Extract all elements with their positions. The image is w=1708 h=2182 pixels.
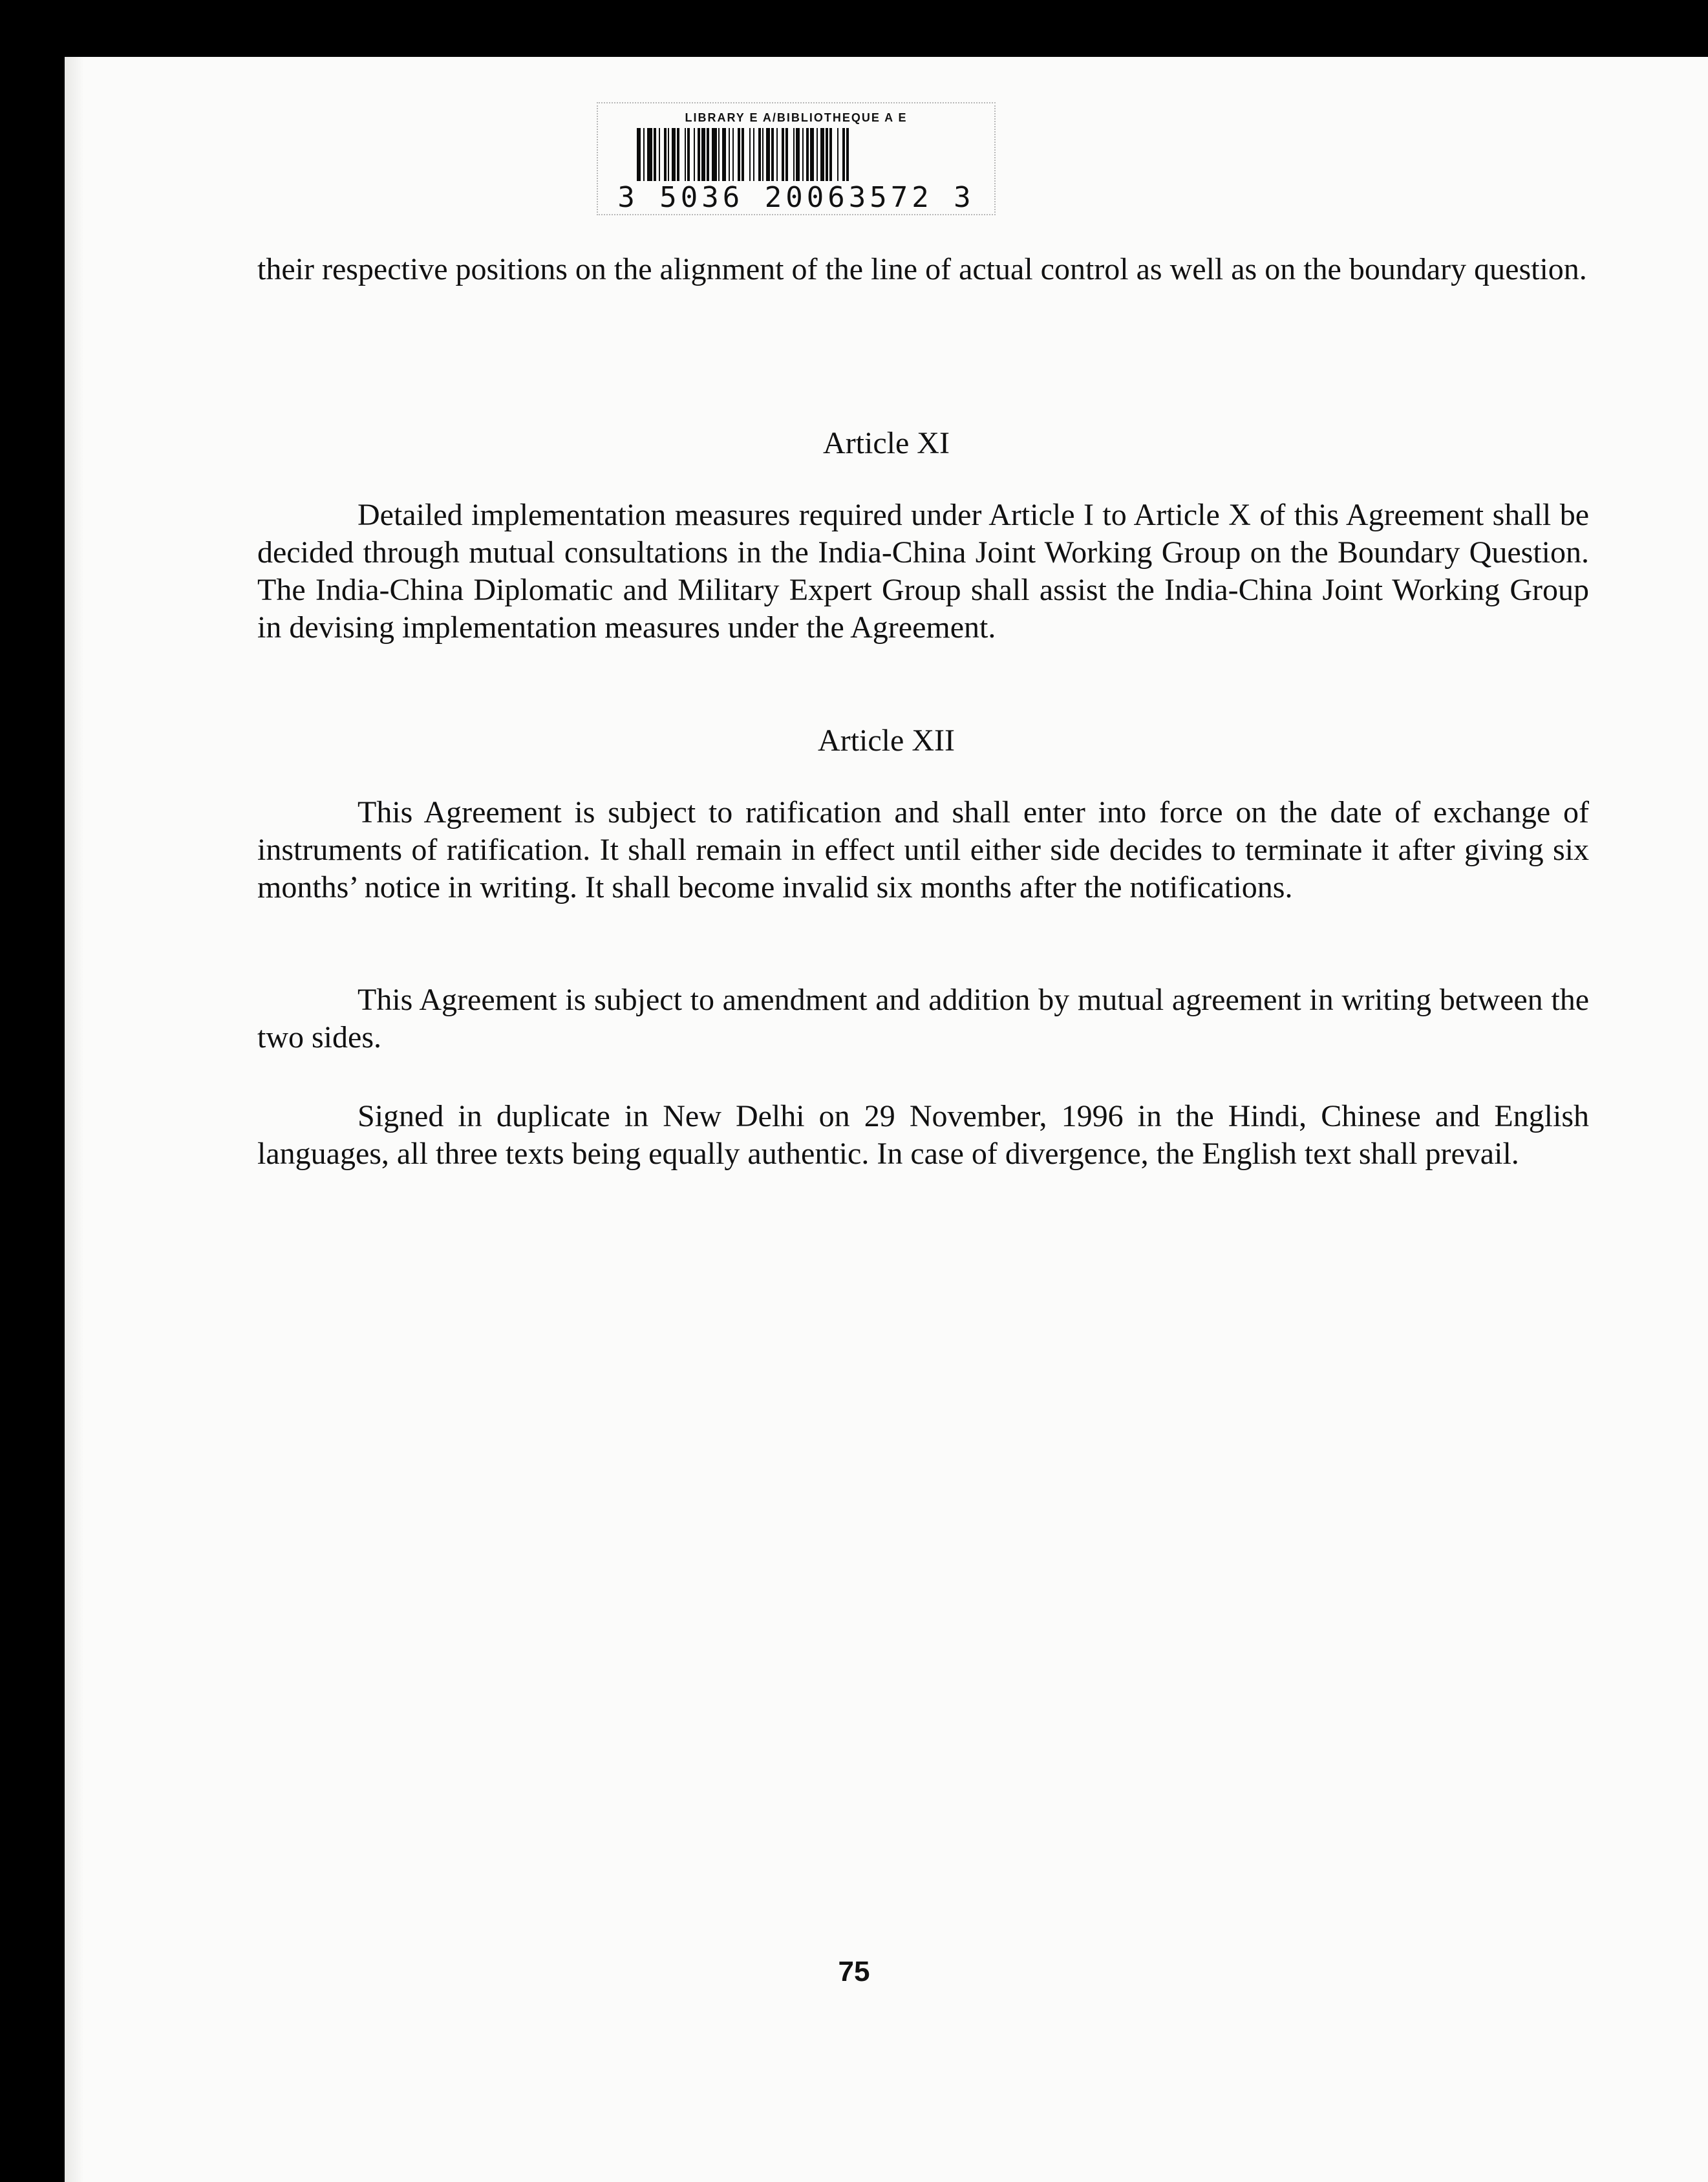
- article-xii-paragraph-1: This Agreement is subject to ratification and shall enter into force on the date of exchange of instruments of ratification. It shall remain in effect until either side decides to terminate it after giving six months’ notice in writing. It shall become invalid six months after the notifications.: [257, 795, 1589, 904]
- article-xii-paragraph-3: Signed in duplicate in New Delhi on 29 November, 1996 in the Hindi, Chinese and English languages, all three texts being equally authentic. In case of divergence, the English text shall prevail.: [257, 1099, 1589, 1171]
- barcode-bar: [647, 128, 652, 181]
- barcode-gap: [744, 128, 749, 181]
- barcode-gap: [832, 128, 837, 181]
- barcode-icon: [637, 128, 960, 181]
- barcode-gap: [679, 128, 685, 181]
- page-edge-shadow: [65, 57, 84, 2182]
- article-xii-paragraph-2: This Agreement is subject to amendment and addition by mutual agreement in writing between the two sides.: [257, 983, 1589, 1054]
- continuation-paragraph: their respective positions on the alignment of the line of actual control as well as on the boundary question.: [257, 252, 1587, 286]
- article-xi-paragraph: Detailed implementation measures required under Article I to Article X of this Agreement shall be decided through mutual consultations in the India-China Joint Working Group on the Boundary Question. The India-China Diplomatic and Military Expert Group shall assist the India-China Joint Working Group in devising implementation measures under the Agreement.: [257, 498, 1589, 645]
- scan-border: [0, 0, 1708, 58]
- barcode-gap: [849, 128, 850, 181]
- article-xii-heading: Article XII: [818, 723, 955, 758]
- barcode-bar: [712, 128, 717, 181]
- barcode-library-text: LIBRARY E A/BIBLIOTHEQUE A E: [685, 111, 908, 124]
- document-page: [65, 57, 1708, 2182]
- barcode-gap: [788, 128, 793, 181]
- barcode-number: 3 5036 20063572 3: [617, 181, 975, 214]
- library-barcode-label: [597, 102, 996, 215]
- page-number: 75: [838, 1956, 870, 1987]
- article-xi-heading: Article XI: [823, 426, 950, 460]
